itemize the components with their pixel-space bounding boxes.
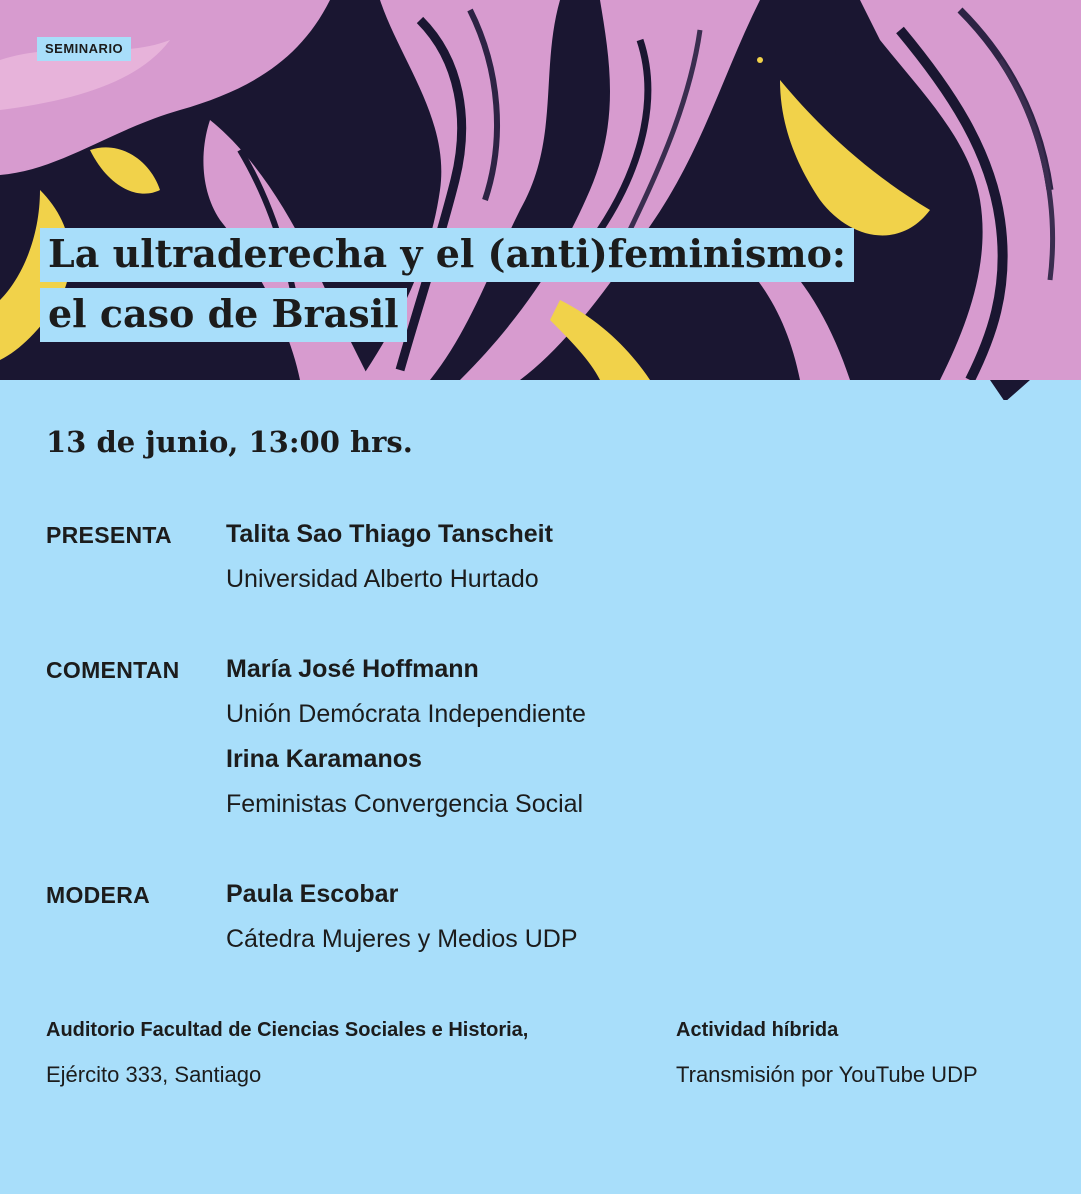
activity-mode-title: Actividad híbrida [676, 1019, 839, 1041]
category-badge: SEMINARIO [37, 37, 131, 61]
commentator-1-affiliation: Unión Demócrata Independiente [226, 700, 586, 728]
role-presenta: PRESENTA [46, 522, 172, 548]
role-comentan: COMENTAN [46, 657, 180, 683]
title-line-1: La ultraderecha y el (anti)feminismo: [40, 228, 854, 282]
venue-address: Ejército 333, Santiago [46, 1062, 262, 1087]
commentator-2-affiliation: Feministas Convergencia Social [226, 790, 584, 818]
commentator-1-name: María José Hoffmann [226, 655, 479, 683]
presenter-name: Talita Sao Thiago Tanscheit [226, 520, 553, 548]
title-line-2: el caso de Brasil [40, 288, 407, 342]
venue-name: Auditorio Facultad de Ciencias Sociales e Historia, [46, 1019, 529, 1041]
event-date: 13 de junio, 13:00 hrs. [46, 425, 413, 459]
moderator-name: Paula Escobar [226, 880, 399, 908]
commentator-2-name: Irina Karamanos [226, 745, 422, 773]
event-title [40, 228, 854, 348]
presenter-affiliation: Universidad Alberto Hurtado [226, 565, 539, 593]
activity-mode-detail: Transmisión por YouTube UDP [676, 1062, 978, 1087]
role-modera: MODERA [46, 882, 151, 908]
moderator-affiliation: Cátedra Mujeres y Medios UDP [226, 925, 578, 953]
